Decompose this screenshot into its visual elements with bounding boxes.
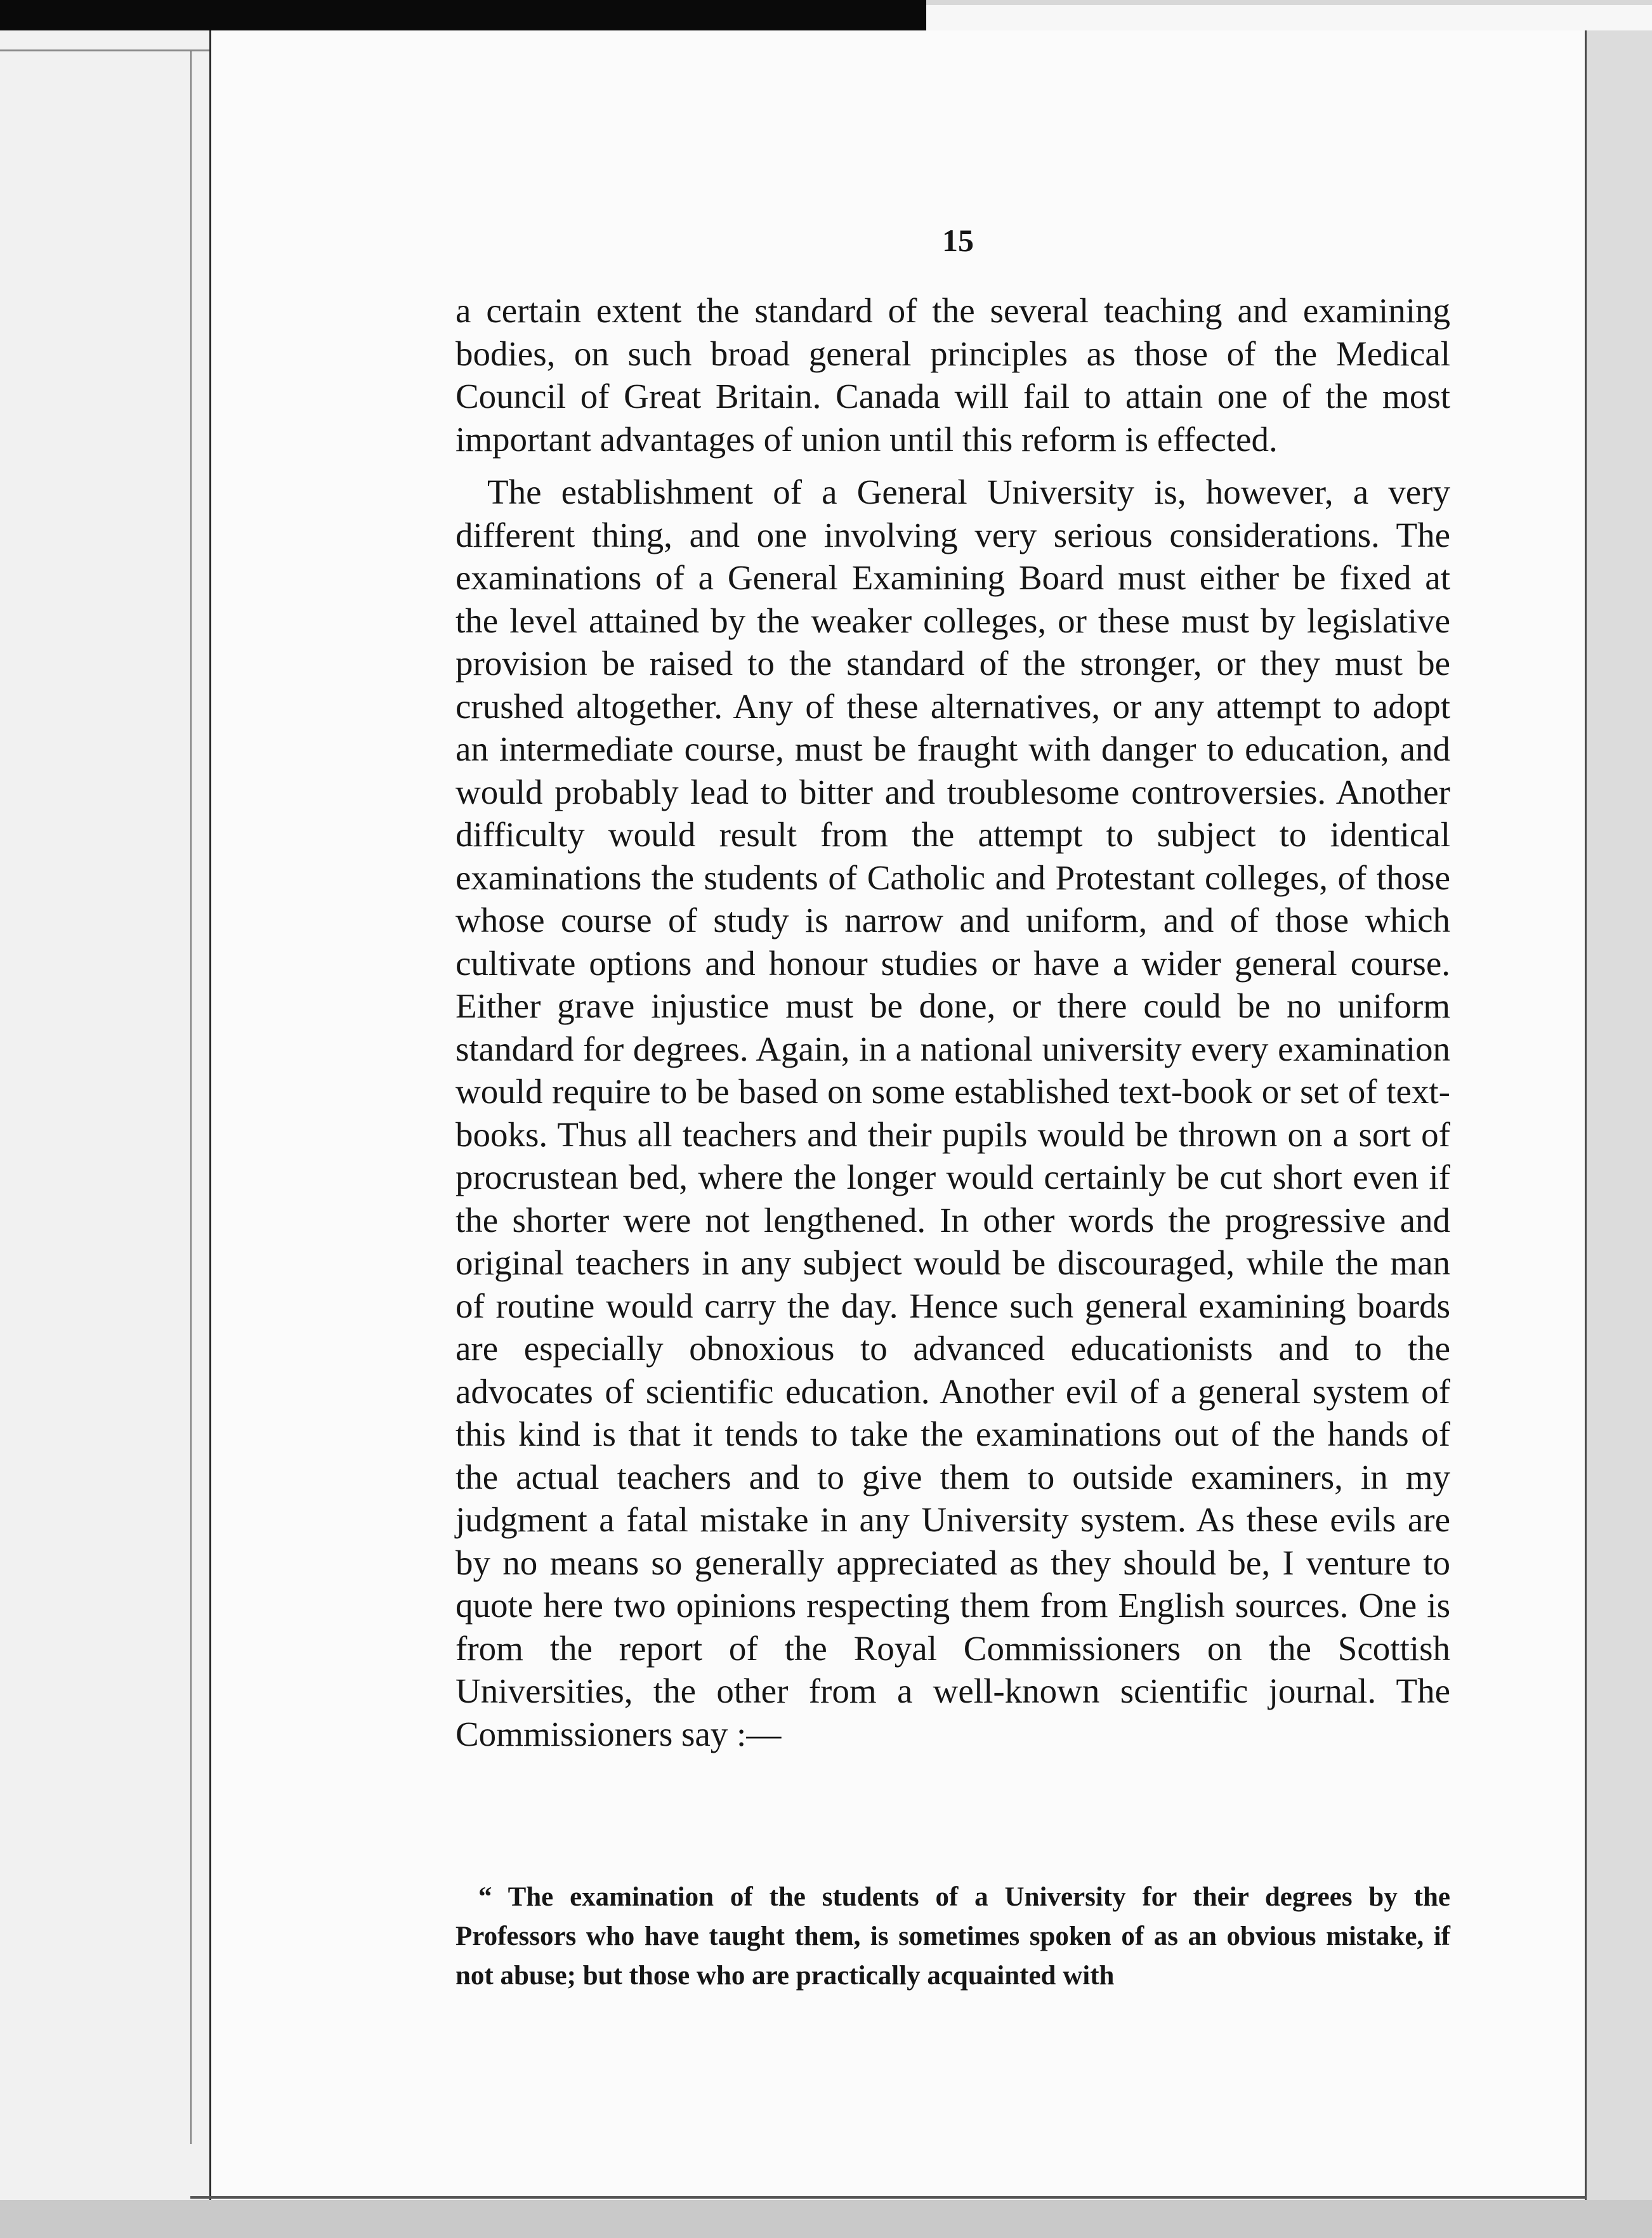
page-right-margin bbox=[1587, 30, 1652, 2238]
paragraph-general-university: The establishment of a General University is, however, a very different thing, and one involving very serious considerations. The examinations of a General Examining Board must either be fixed at the level attained by the weaker colleges, or these must by legislative provision be raised to the standard of the stronger, or they must be crushed altogether. Any of these alternatives, or any attempt to adopt an intermediate course, must be fraught with danger to education, and would probably lead to bitter and troublesome controversies. Another difficulty would result from the attempt to subject to identical examinations the students of Catholic and Protestant colleges, of those whose course of study is narrow and uniform, and of those which cultivate options and honour studies or have a wider general course. Either grave injustice must be done, or there could be no uniform standard for degrees. Again, in a national university every examination would require to be based on some established text-book or set of text-books. Thus all teachers and their pupils would be thrown on a sort of procrustean bed, where the longer would certainly be cut short even if the shorter were not lengthened. In other words the progressive and original teachers in any subject would be discouraged, while the man of routine would carry the day. Hence such general examining boards are especially obnoxious to advanced educationists and to the advocates of scientific education. Another evil of a general system of this kind is that it tends to take the examinations out of the hands of the actual teachers and to give them to outside examiners, in my judgment a fatal mistake in any University system. As these evils are by no means so generally appreciated as they should be, I venture to quote here two opinions respecting them from English sources. One is from the report of the Royal Commissioners on the Scottish Universities, the other from a well-known scientific journal. The Commissioners say :— bbox=[456, 473, 1450, 1753]
page-number: 15 bbox=[942, 223, 974, 258]
page-bottom-border bbox=[190, 2196, 1586, 2199]
scan-top-border bbox=[0, 0, 926, 30]
facing-page-top-rule bbox=[0, 49, 209, 51]
paragraph-continuation: a certain extent the standard of the several teaching and examining bodies, on such broad general principles as those of the Medical Council of Great Britain. Canada will fail to attain one of the most important advantages of union until this reform is effected. bbox=[456, 291, 1450, 459]
facing-page-margin bbox=[0, 30, 211, 2200]
body-text bbox=[456, 289, 1450, 1755]
scan-top-edge bbox=[926, 0, 1652, 5]
scan-bottom-edge bbox=[0, 2200, 1652, 2238]
binding-gutter-line bbox=[190, 51, 192, 2144]
commissioners-quotation: “ The examination of the students of a University for their degrees by the Professors who have taught them, is sometimes spoken of as an obvious mistake, if not abuse; but those who are practically acquainted with bbox=[456, 1882, 1450, 1991]
